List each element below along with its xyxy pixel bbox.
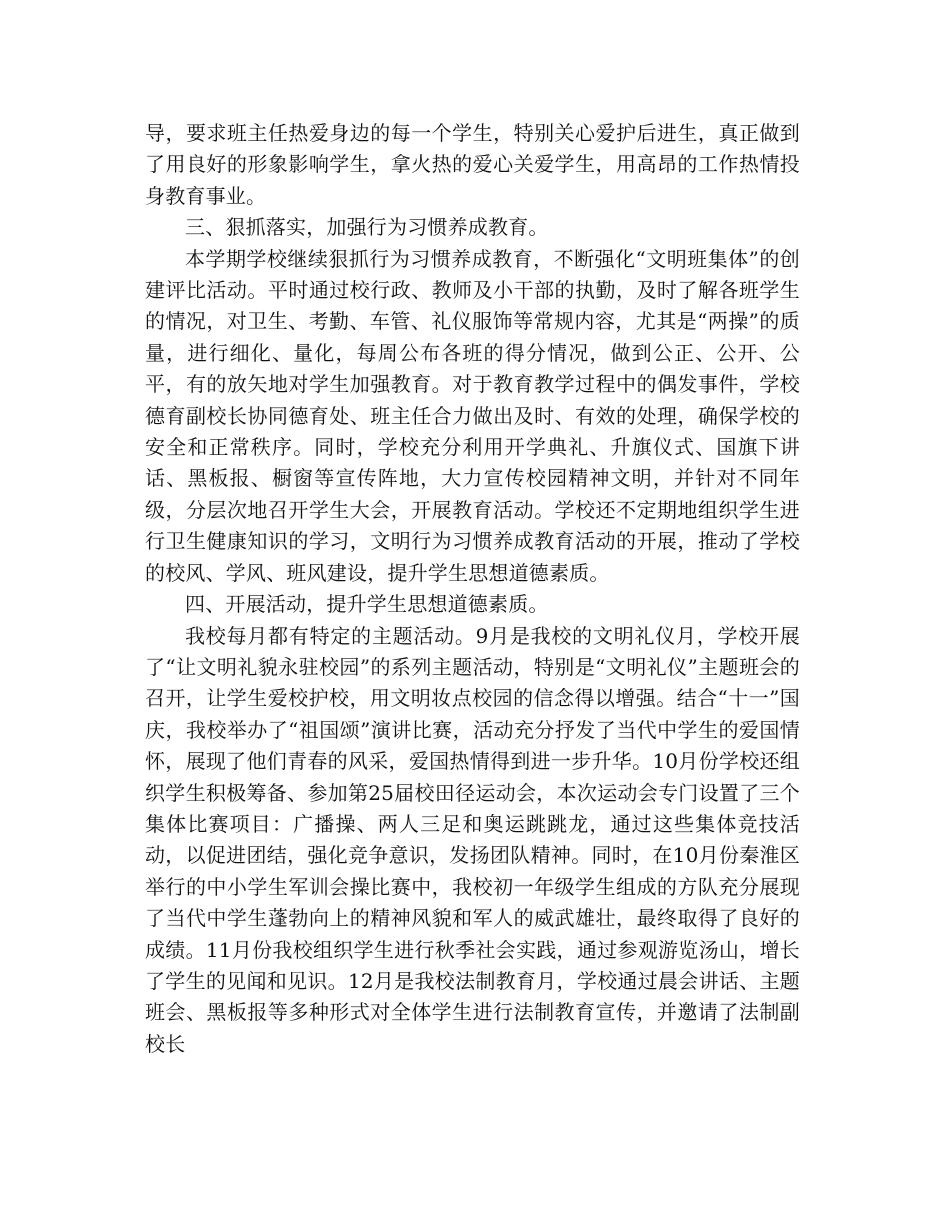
- paragraph-behavior-habits: 本学期学校继续狠抓行为习惯养成教育，不断强化“文明班集体”的创建评比活动。平时通过校行政、教师及小干部的执勤，及时了解各班学生的情况，对卫生、考勤、车管、礼仪服饰等常规内容，尤其是“两操”的质量，进行细化、量化，每周公布各班的得分情况，做到公正、公开、公平，有的放矢地对学生加强教育。对于教育教学过程中的偶发事件，学校德育副校长协同德育处、班主任合力做出及时、有效的处理，确保学校的安全和正常秩序。同时，学校充分利用开学典礼、升旗仪式、国旗下讲话、黑板报、橱窗等宣传阵地，大力宣传校园精神文明，并针对不同年级，分层次地召开学生大会，开展教育活动。学校还不定期地组织学生进行卫生健康知识的学习，文明行为习惯养成教育活动的开展，推动了学校的校风、学风、班风建设，提升学生思想道德素质。: [145, 246, 800, 585]
- paragraph-activities: 我校每月都有特定的主题活动。9月是我校的文明礼仪月，学校开展了“让文明礼貌永驻校园”的系列主题活动，特别是“文明礼仪”主题班会的召开，让学生爱校护校，用文明妆点校园的信念得以增强。结合“十一”国庆，我校举办了“祖国颂”演讲比赛，活动充分抒发了当代中学生的爱国情怀，展现了他们青春的风采，爱国热情得到进一步升华。10月份学校还组织学生积极筹备、参加第25届校田径运动会，本次运动会专门设置了三个集体比赛项目：广播操、两人三足和奥运跳跳龙，通过这些集体竞技活动，以促进团结，强化竞争意识，发扬团队精神。同时，在10月份秦淮区举行的中小学生军训会操比赛中，我校初一年级学生组成的方队充分展现了当代中学生蓬勃向上的精神风貌和军人的威武雄壮，最终取得了良好的成绩。11月份我校组织学生进行秋季社会实践，通过参观游览汤山，增长了学生的见闻和见识。12月是我校法制教育月，学校通过晨会讲话、主题班会、黑板报等多种形式对全体学生进行法制教育宣传，并邀请了法制副校长: [145, 623, 800, 1056]
- paragraph-continuation: 导，要求班主任热爱身边的每一个学生，特别关心爱护后进生，真正做到了用良好的形象影响学生，拿火热的爱心关爱学生，用高昂的工作热情投身教育事业。: [145, 121, 800, 208]
- section-heading-3: 三、狠抓落实，加强行为习惯养成教育。: [185, 215, 549, 240]
- section-heading-4: 四、开展活动，提升学生思想道德素质。: [185, 592, 549, 617]
